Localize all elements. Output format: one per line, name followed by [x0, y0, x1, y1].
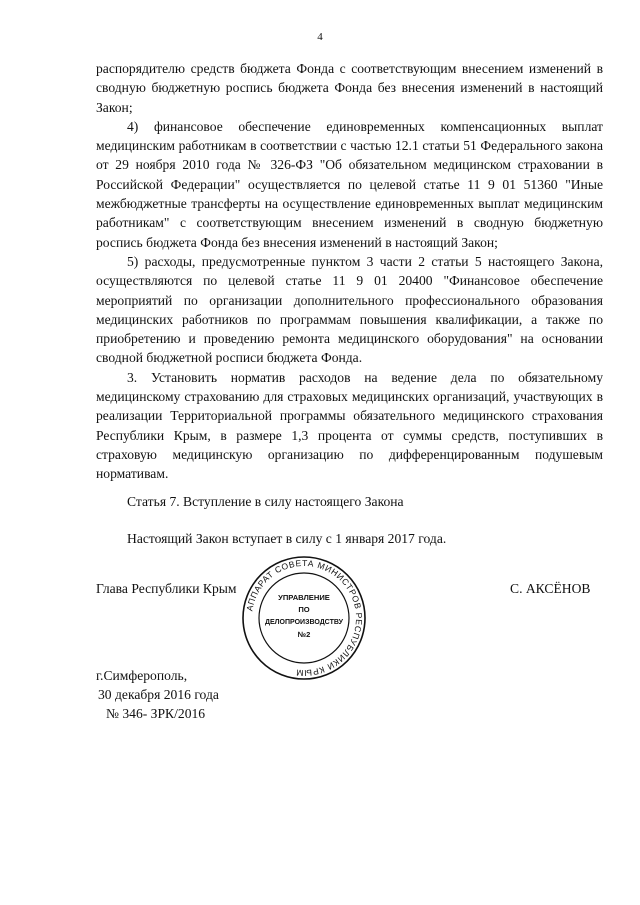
document-body: [96, 59, 603, 484]
paragraph-item-4: 4) финансовое обеспечение единовременных компенсационных выплат медицинским работникам в соответствии с частью 12.1 статьи 51 Федерального закона от 29 ноября 2010 года № 326-ФЗ "Об обязательном медицинском страховании в Российской Федерации" осуществляется по целевой статье 11 9 01 51360 "Иные межбюджетные трансферты на осуществление единовременных выплат медицинским работникам" с соответствующим внесением изменений в сводную бюджетную роспись бюджета Фонда без внесения изменений в настоящий Закон;: [96, 118, 603, 250]
stamp-line-4: №2: [297, 630, 311, 639]
stamp-line-2: ПО: [298, 605, 310, 614]
stamp-ring-text: АППАРАТ СОВЕТА МИНИСТРОВ РЕСПУБЛИКИ КРЫМ: [244, 557, 365, 679]
signatory-title: Глава Республики Крым: [96, 581, 237, 596]
effective-date-statement: Настоящий Закон вступает в силу с 1 января 2017 года.: [127, 531, 447, 546]
page-number: 4: [317, 31, 323, 43]
paragraph-item-5: 5) расходы, предусмотренные пунктом 3 части 2 статьи 5 настоящего Закона, осуществляются по целевой статье 11 9 01 20400 "Финансовое обеспечение мероприятий по организации дополнительного профессионального образования медицинских работников по программам повышения квалификации, а также по приобретению и проведению ремонта медицинского оборудования" на основании сводной бюджетной росписи бюджета Фонда.: [96, 253, 603, 366]
place-date-block: [96, 666, 219, 723]
paragraph-clause-3: 3. Установить норматив расходов на ведение дела по обязательному медицинскому страхованию для страховых медицинских организаций, участвующих в реализации Территориальной программы обязательного медицинского страхования Республики Крым, в размере 1,3 процента от суммы средств, поступивших в страховую медицинскую организацию по дифференцированным подушевым нормативам.: [96, 369, 603, 482]
place: г.Симферополь,: [96, 668, 188, 683]
date: 30 декабря 2016 года: [98, 687, 219, 702]
article-title: Статья 7. Вступление в силу настоящего Закона: [127, 494, 404, 509]
paragraph-continuation: распорядителю средств бюджета Фонда с соответствующим внесением изменений в сводную бюджетную роспись бюджета Фонда без внесения изменений в настоящий Закон;: [96, 61, 603, 115]
official-stamp: [240, 554, 368, 682]
stamp-line-1: УПРАВЛЕНИЕ: [278, 593, 330, 602]
stamp-outer-ring: [243, 557, 365, 679]
stamp-inner-ring: [259, 573, 349, 663]
law-number: № 346- ЗРК/2016: [106, 706, 206, 721]
signatory-name: С. АКСЁНОВ: [510, 581, 591, 596]
stamp-line-3: ДЕЛОПРОИЗВОДСТВУ: [264, 619, 344, 626]
